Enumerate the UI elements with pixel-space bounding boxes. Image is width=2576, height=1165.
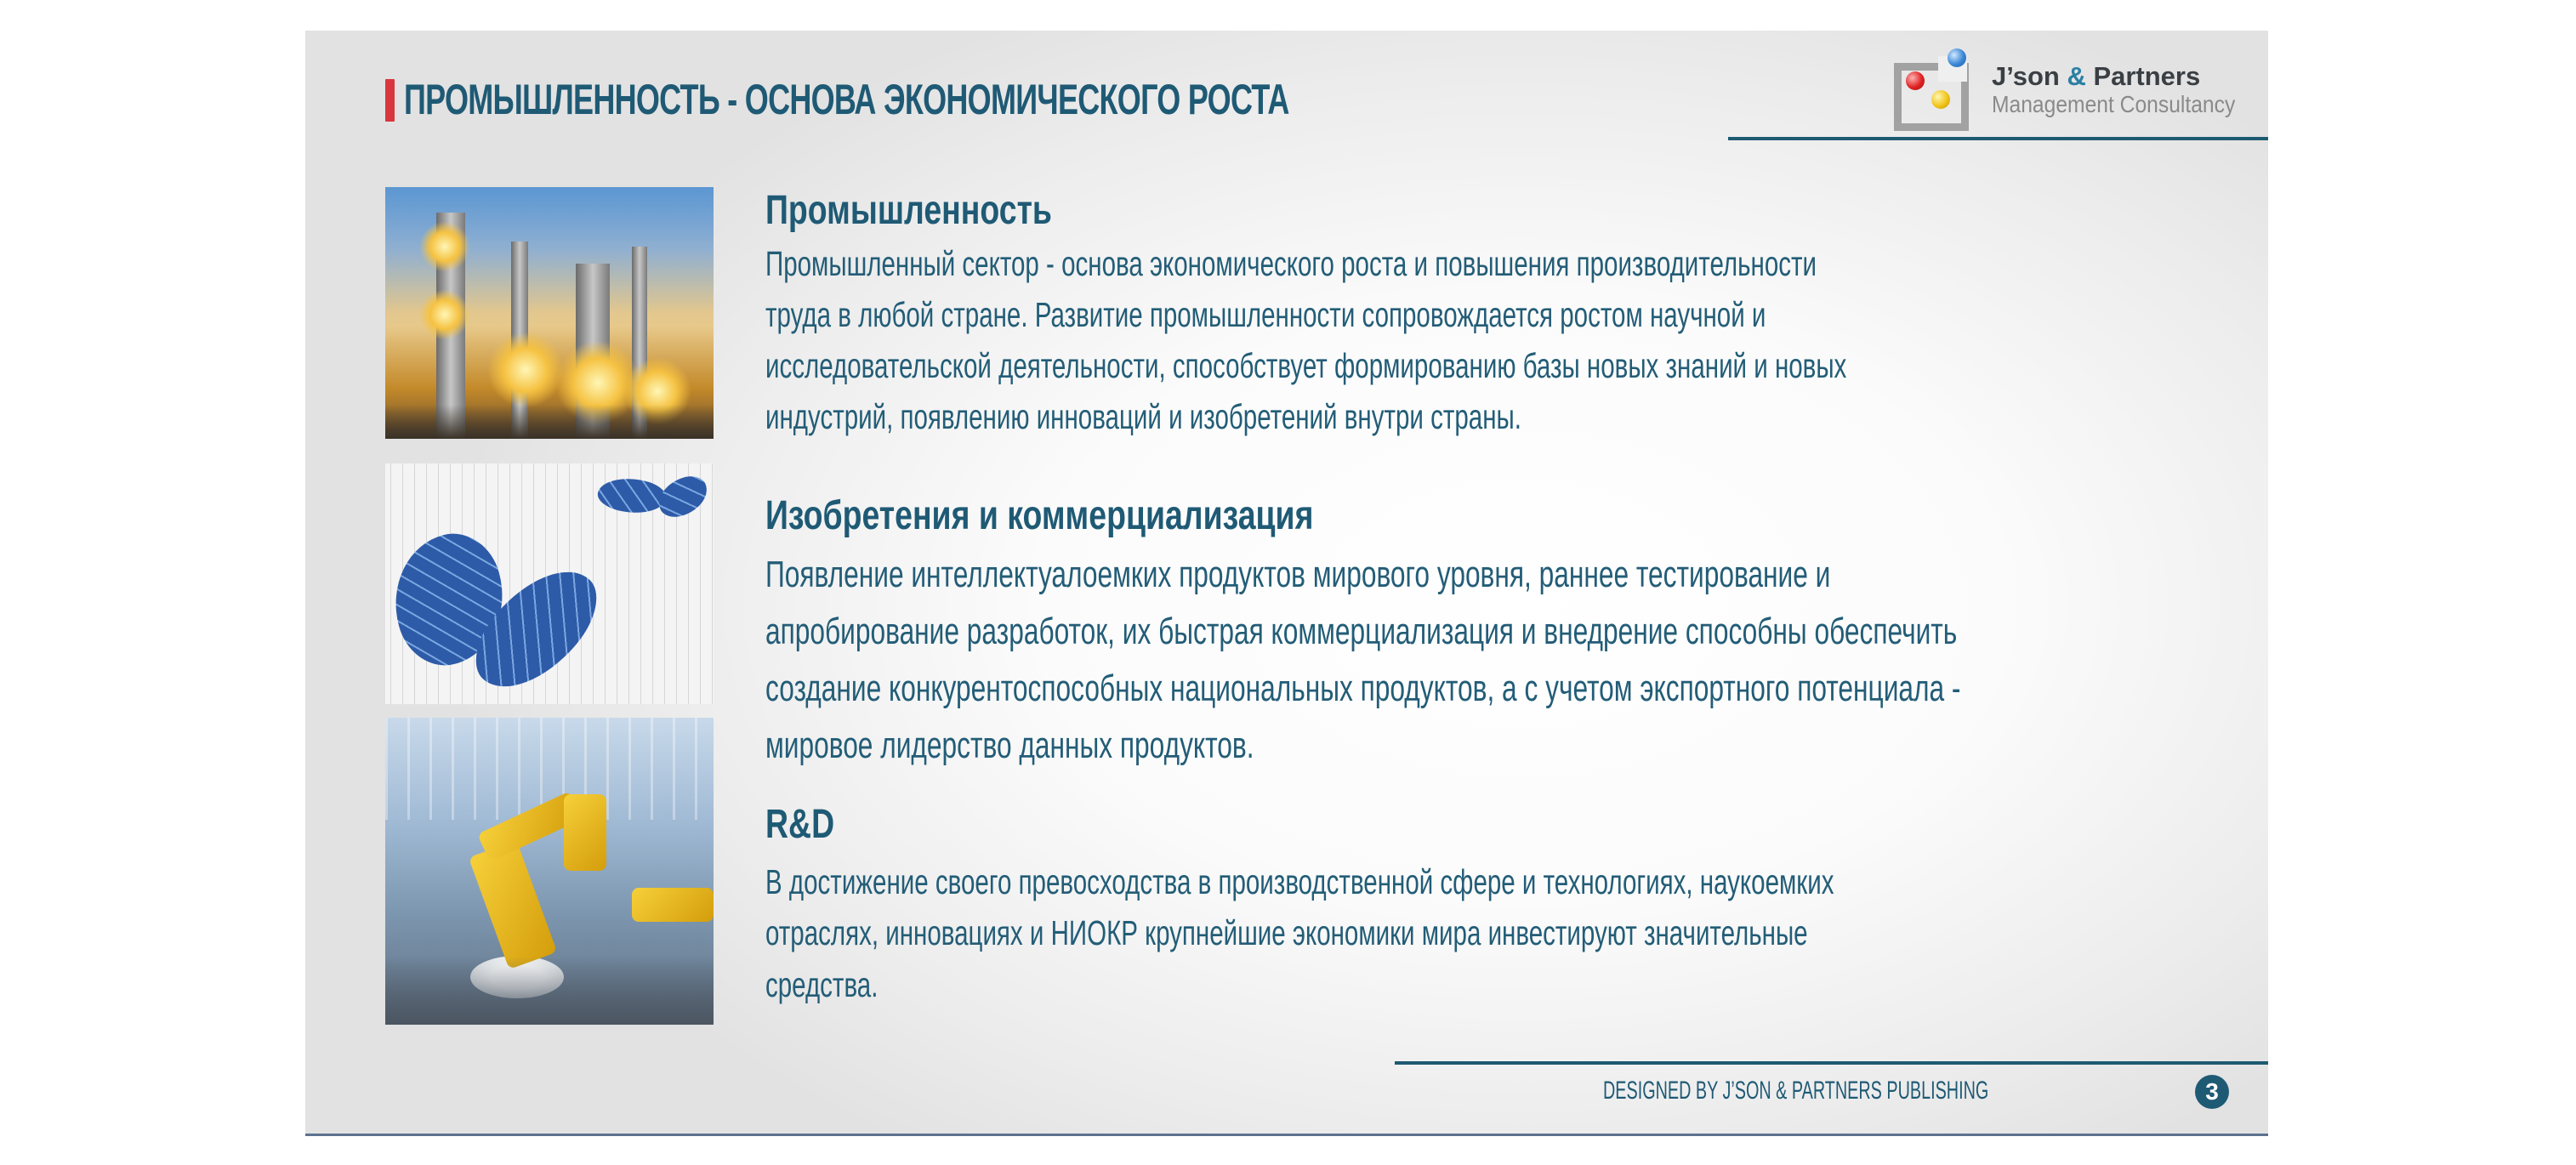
section-rnd-line: средства. (765, 965, 879, 1004)
section-inventions-line: мировое лидерство данных продуктов. (765, 725, 1254, 766)
refinery-photo (385, 187, 714, 439)
industrial-robots-photo (385, 718, 714, 1025)
red-ball-icon (1906, 71, 1925, 90)
section-industry-line: индустрий, появлению инноваций и изобретений внутри страны. (765, 397, 1521, 436)
footer-divider (1395, 1061, 2268, 1065)
footer-credit: DESIGNED BY J’SON & PARTNERS PUBLISHING (1603, 1077, 1989, 1105)
page-number-badge: 3 (2195, 1075, 2229, 1109)
yellow-ball-icon (1931, 90, 1950, 109)
blue-ball-icon (1948, 48, 1966, 67)
section-inventions-line: Появление интеллектуалоемких продуктов мирового уровня, раннее тестирование и (765, 554, 1831, 595)
section-heading-inventions: Изобретения и коммерциализация (765, 493, 1314, 538)
section-heading-industry: Промышленность (765, 188, 1052, 233)
section-industry-line: исследовательской деятельности, способствует формированию базы новых знаний и новых (765, 346, 1847, 385)
logo-name (1992, 61, 2200, 92)
slide (305, 31, 2268, 1136)
section-industry-line: труда в любой стране. Развитие промышленности сопровождается ростом научной и (765, 295, 1766, 334)
logo-ampersand: & (2067, 61, 2086, 91)
logo-name-part1: J’son (1992, 61, 2067, 91)
section-rnd-line: В достижение своего превосходства в производственной сфере и технологиях, наукоемких (765, 862, 1834, 901)
section-inventions-line: апробирование разработок, их быстрая коммерциализация и внедрение способны обеспечить (765, 611, 1958, 652)
section-rnd-line: отраслях, инновациях и НИОКР крупнейшие экономики мира инвестируют значительные (765, 913, 1808, 952)
section-heading-rnd: R&D (765, 802, 835, 847)
section-industry-line: Промышленный сектор - основа экономического роста и повышения производительности (765, 244, 1817, 283)
title-accent-bar (385, 79, 395, 122)
logo-subtitle: Management Consultancy (1992, 91, 2236, 117)
logo-name-part2: Partners (2085, 61, 2201, 91)
header-divider (1728, 137, 2268, 140)
section-inventions-line: создание конкурентоспособных национальных продуктов, а с учетом экспортного потенциала - (765, 668, 1961, 709)
page-title: ПРОМЫШЛЕННОСТЬ - ОСНОВА ЭКОНОМИЧЕСКОГО РОСТА (404, 76, 1289, 123)
solar-butterflies-photo (385, 463, 714, 704)
